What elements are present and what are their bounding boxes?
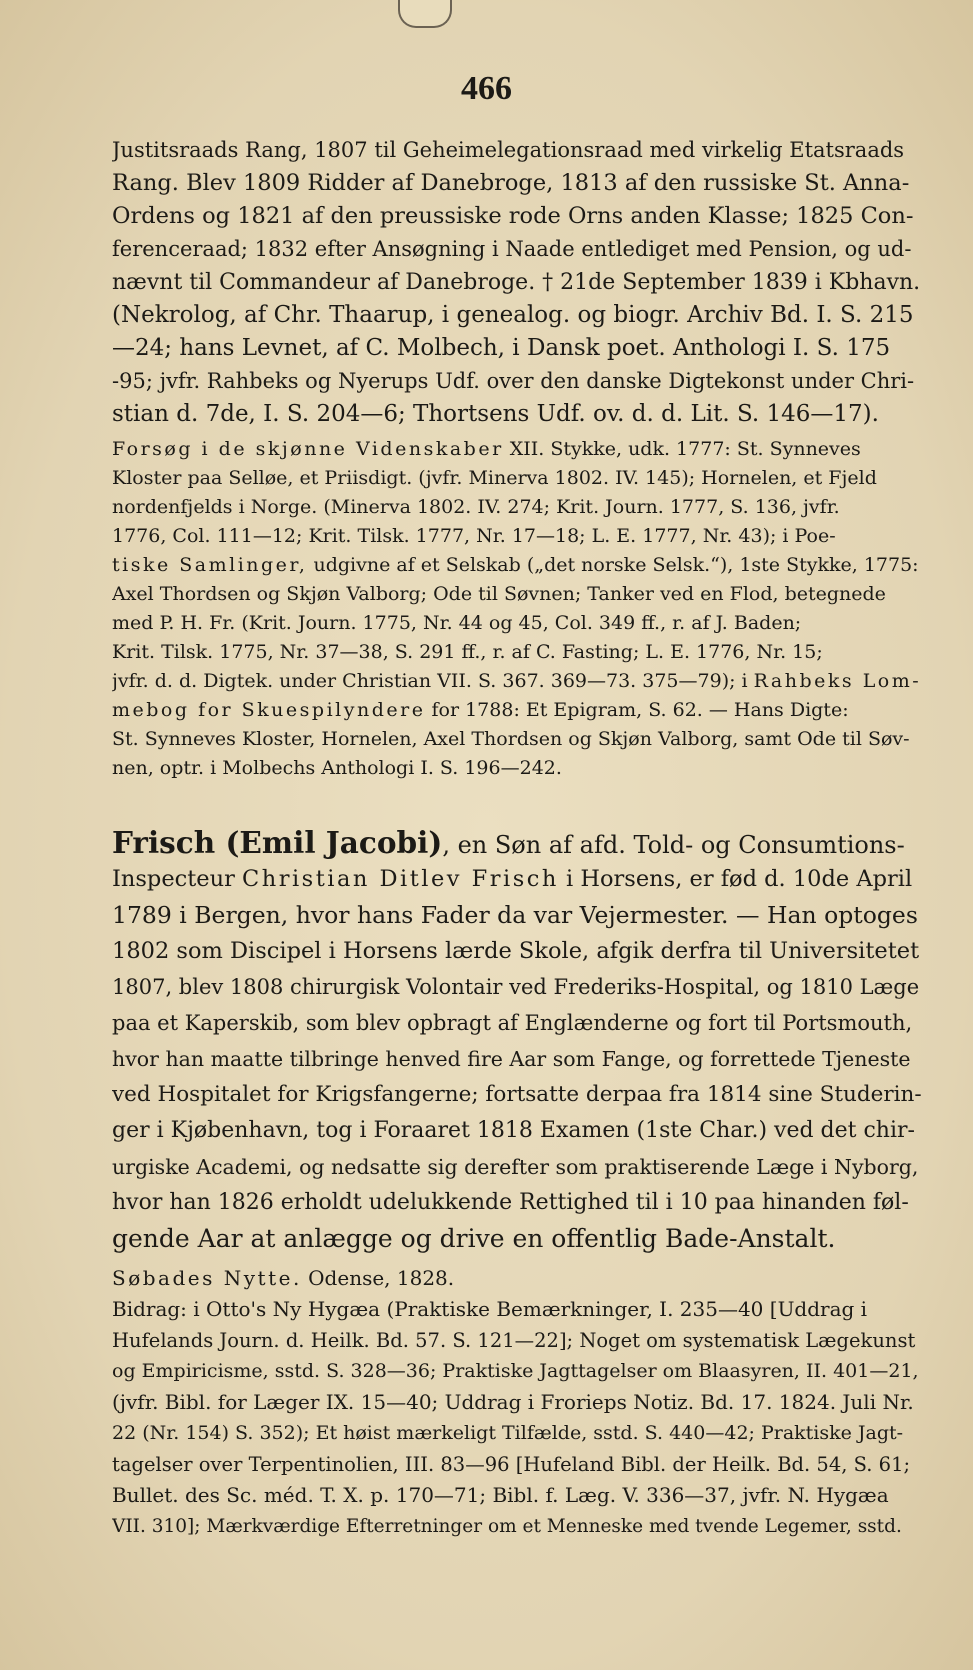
text-line: og Empiricisme, sstd. S. 328—36; Praktiske Jagttagelser om Blaasyren, II. 401—21, <box>112 1360 919 1382</box>
text-line <box>112 1263 922 1294</box>
text-line <box>112 861 922 897</box>
text-line: Hufelands Journ. d. Heilk. Bd. 57. S. 121—22]; Noget om systematisk Lægekunst <box>112 1329 916 1352</box>
text-line <box>112 667 922 696</box>
text-line <box>112 696 922 725</box>
text-line: Bidrag: i Otto's Ny Hygæa (Praktiske Bemærkninger, I. 235—40 [Uddrag i <box>112 1297 868 1321</box>
text-line <box>112 825 922 861</box>
paper-tab <box>398 0 452 28</box>
text-span: jvfr. d. d. Digtek. under Christian VII. S. 367. 369—73. 375—79); i <box>112 670 754 692</box>
text-line: VII. 310]; Mærkværdige Efterretninger om et Menneske med tvende Legemer, sstd. <box>112 1516 902 1537</box>
entry-heading: Frisch (Emil Jacobi) <box>112 825 443 860</box>
work-title: Søbades Nytte. <box>112 1266 302 1290</box>
page-text <box>112 134 922 1542</box>
text-line: -95; jvfr. Rahbeks og Nyerups Udf. over den danske Digtekonst under Chri- <box>112 369 915 393</box>
works-list-first <box>112 435 922 783</box>
text-line: nen, optr. i Molbechs Anthologi I. S. 196—242. <box>112 757 562 779</box>
text-line: Axel Thordsen og Skjøn Valborg; Ode til Søvnen; Tanker ved en Flod, betegnede <box>112 583 886 605</box>
text-span: , en Søn af afd. Told- og Consumtions- <box>442 831 905 859</box>
text-line: Krit. Tilsk. 1775, Nr. 37—38, S. 291 ff., r. af C. Fasting; L. E. 1776, Nr. 15; <box>112 641 823 663</box>
entry-frisch <box>112 825 922 1257</box>
text-line: urgiske Academi, og nedsatte sig derefter som praktiserende Læge i Nyborg, <box>112 1155 919 1179</box>
text-line: ferenceraad; 1832 efter Ansøgning i Naade entlediget med Pension, og ud- <box>112 237 912 261</box>
page-number: 466 <box>461 70 512 107</box>
text-span: XII. Stykke, udk. 1777: St. Synneves <box>503 438 861 460</box>
text-line: paa et Kaperskib, som blev opbragt af Englænderne og fort til Portsmouth, <box>112 1011 913 1035</box>
work-title: Rahbeks Lom- <box>753 670 922 692</box>
text-line: 1776, Col. 111—12; Krit. Tilsk. 1777, Nr. 17—18; L. E. 1777, Nr. 43); i Poe- <box>112 525 836 547</box>
work-title: Forsøg i de skjønne Videnskaber <box>112 438 504 460</box>
text-span: Inspecteur <box>112 866 243 892</box>
father-name: Christian Ditlev Frisch <box>242 866 559 892</box>
text-line: nordenfjelds i Norge. (Minerva 1802. IV. 274; Krit. Journ. 1777, S. 136, jvfr. <box>112 496 840 518</box>
text-line: (jvfr. Bibl. for Læger IX. 15—40; Uddrag i Frorieps Notiz. Bd. 17. 1824. Juli Nr. <box>112 1390 914 1414</box>
text-line: nævnt til Commandeur af Danebroge. † 21de September 1839 i Kbhavn. <box>112 270 921 295</box>
text-span: Odense, 1828. <box>301 1266 455 1290</box>
text-line: 1802 som Discipel i Horsens lærde Skole, afgik derfra til Universitetet <box>112 938 920 964</box>
text-line: med P. H. Fr. (Krit. Journ. 1775, Nr. 44 og 45, Col. 349 ff., r. af J. Baden; <box>112 612 802 634</box>
text-line: gende Aar at anlægge og drive en offentlig Bade-Anstalt. <box>112 1224 836 1253</box>
text-line: —24; hans Levnet, af C. Molbech, i Dansk poet. Anthologi I. S. 175 <box>112 335 891 361</box>
text-line: St. Synneves Kloster, Hornelen, Axel Thordsen og Skjøn Valborg, samt Ode til Søv- <box>112 728 910 750</box>
text-line: 22 (Nr. 154) S. 352); Et høist mærkeligt Tilfælde, sstd. S. 440—42; Praktiske Jagt- <box>112 1422 904 1444</box>
text-span: udgivne af et Selskab („det norske Selsk.“), 1ste Stykke, 1775: <box>307 554 919 576</box>
text-line: Justitsraads Rang, 1807 til Geheimelegationsraad med virkelig Etatsraads <box>112 138 905 162</box>
text-line: stian d. 7de, I. S. 204—6; Thortsens Udf. ov. d. d. Lit. S. 146—17). <box>112 401 879 427</box>
paragraph-biography-end <box>112 134 922 431</box>
works-list-frisch <box>112 1263 922 1542</box>
text-line: ger i Kjøbenhavn, tog i Foraaret 1818 Examen (1ste Char.) ved det chir- <box>112 1118 915 1143</box>
text-line: Rang. Blev 1809 Ridder af Danebroge, 1813 af den russiske St. Anna- <box>112 170 910 196</box>
text-line: tagelser over Terpentinolien, III. 83—96 [Hufeland Bibl. der Heilk. Bd. 54, S. 61; <box>112 1453 911 1476</box>
text-line: 1807, blev 1808 chirurgisk Volontair ved Frederiks-Hospital, og 1810 Læge <box>112 975 920 999</box>
text-line: Kloster paa Selløe, et Priisdigt. (jvfr. Minerva 1802. IV. 145); Hornelen, et Fjeld <box>112 467 877 489</box>
work-title: mebog for Skuespilyndere <box>112 699 426 721</box>
text-line: hvor han 1826 erholdt udelukkende Rettighed til i 10 paa hinanden føl- <box>112 1190 909 1215</box>
text-line: 1789 i Bergen, hvor hans Fader da var Vejermester. — Han optoges <box>112 901 918 929</box>
text-line <box>112 551 922 580</box>
work-title: tiske Samlinger, <box>112 554 308 576</box>
text-line: ved Hospitalet for Krigsfangerne; fortsatte derpaa fra 1814 sine Studerin- <box>112 1082 922 1107</box>
text-span: for 1788: Et Epigram, S. 62. — Hans Digte: <box>425 699 849 721</box>
text-line: Ordens og 1821 af den preussiske rode Orns anden Klasse; 1825 Con- <box>112 203 914 229</box>
text-span: i Horsens, er fød d. 10de April <box>558 866 913 892</box>
text-line: (Nekrolog, af Chr. Thaarup, i genealog. og biogr. Archiv Bd. I. S. 215 <box>112 302 914 328</box>
text-line <box>112 435 922 464</box>
text-line: Bullet. des Sc. méd. T. X. p. 170—71; Bibl. f. Læg. V. 336—37, jvfr. N. Hygæa <box>112 1483 889 1507</box>
text-line: hvor han maatte tilbringe henved fire Aar som Fange, og forrettede Tjeneste <box>112 1047 911 1071</box>
